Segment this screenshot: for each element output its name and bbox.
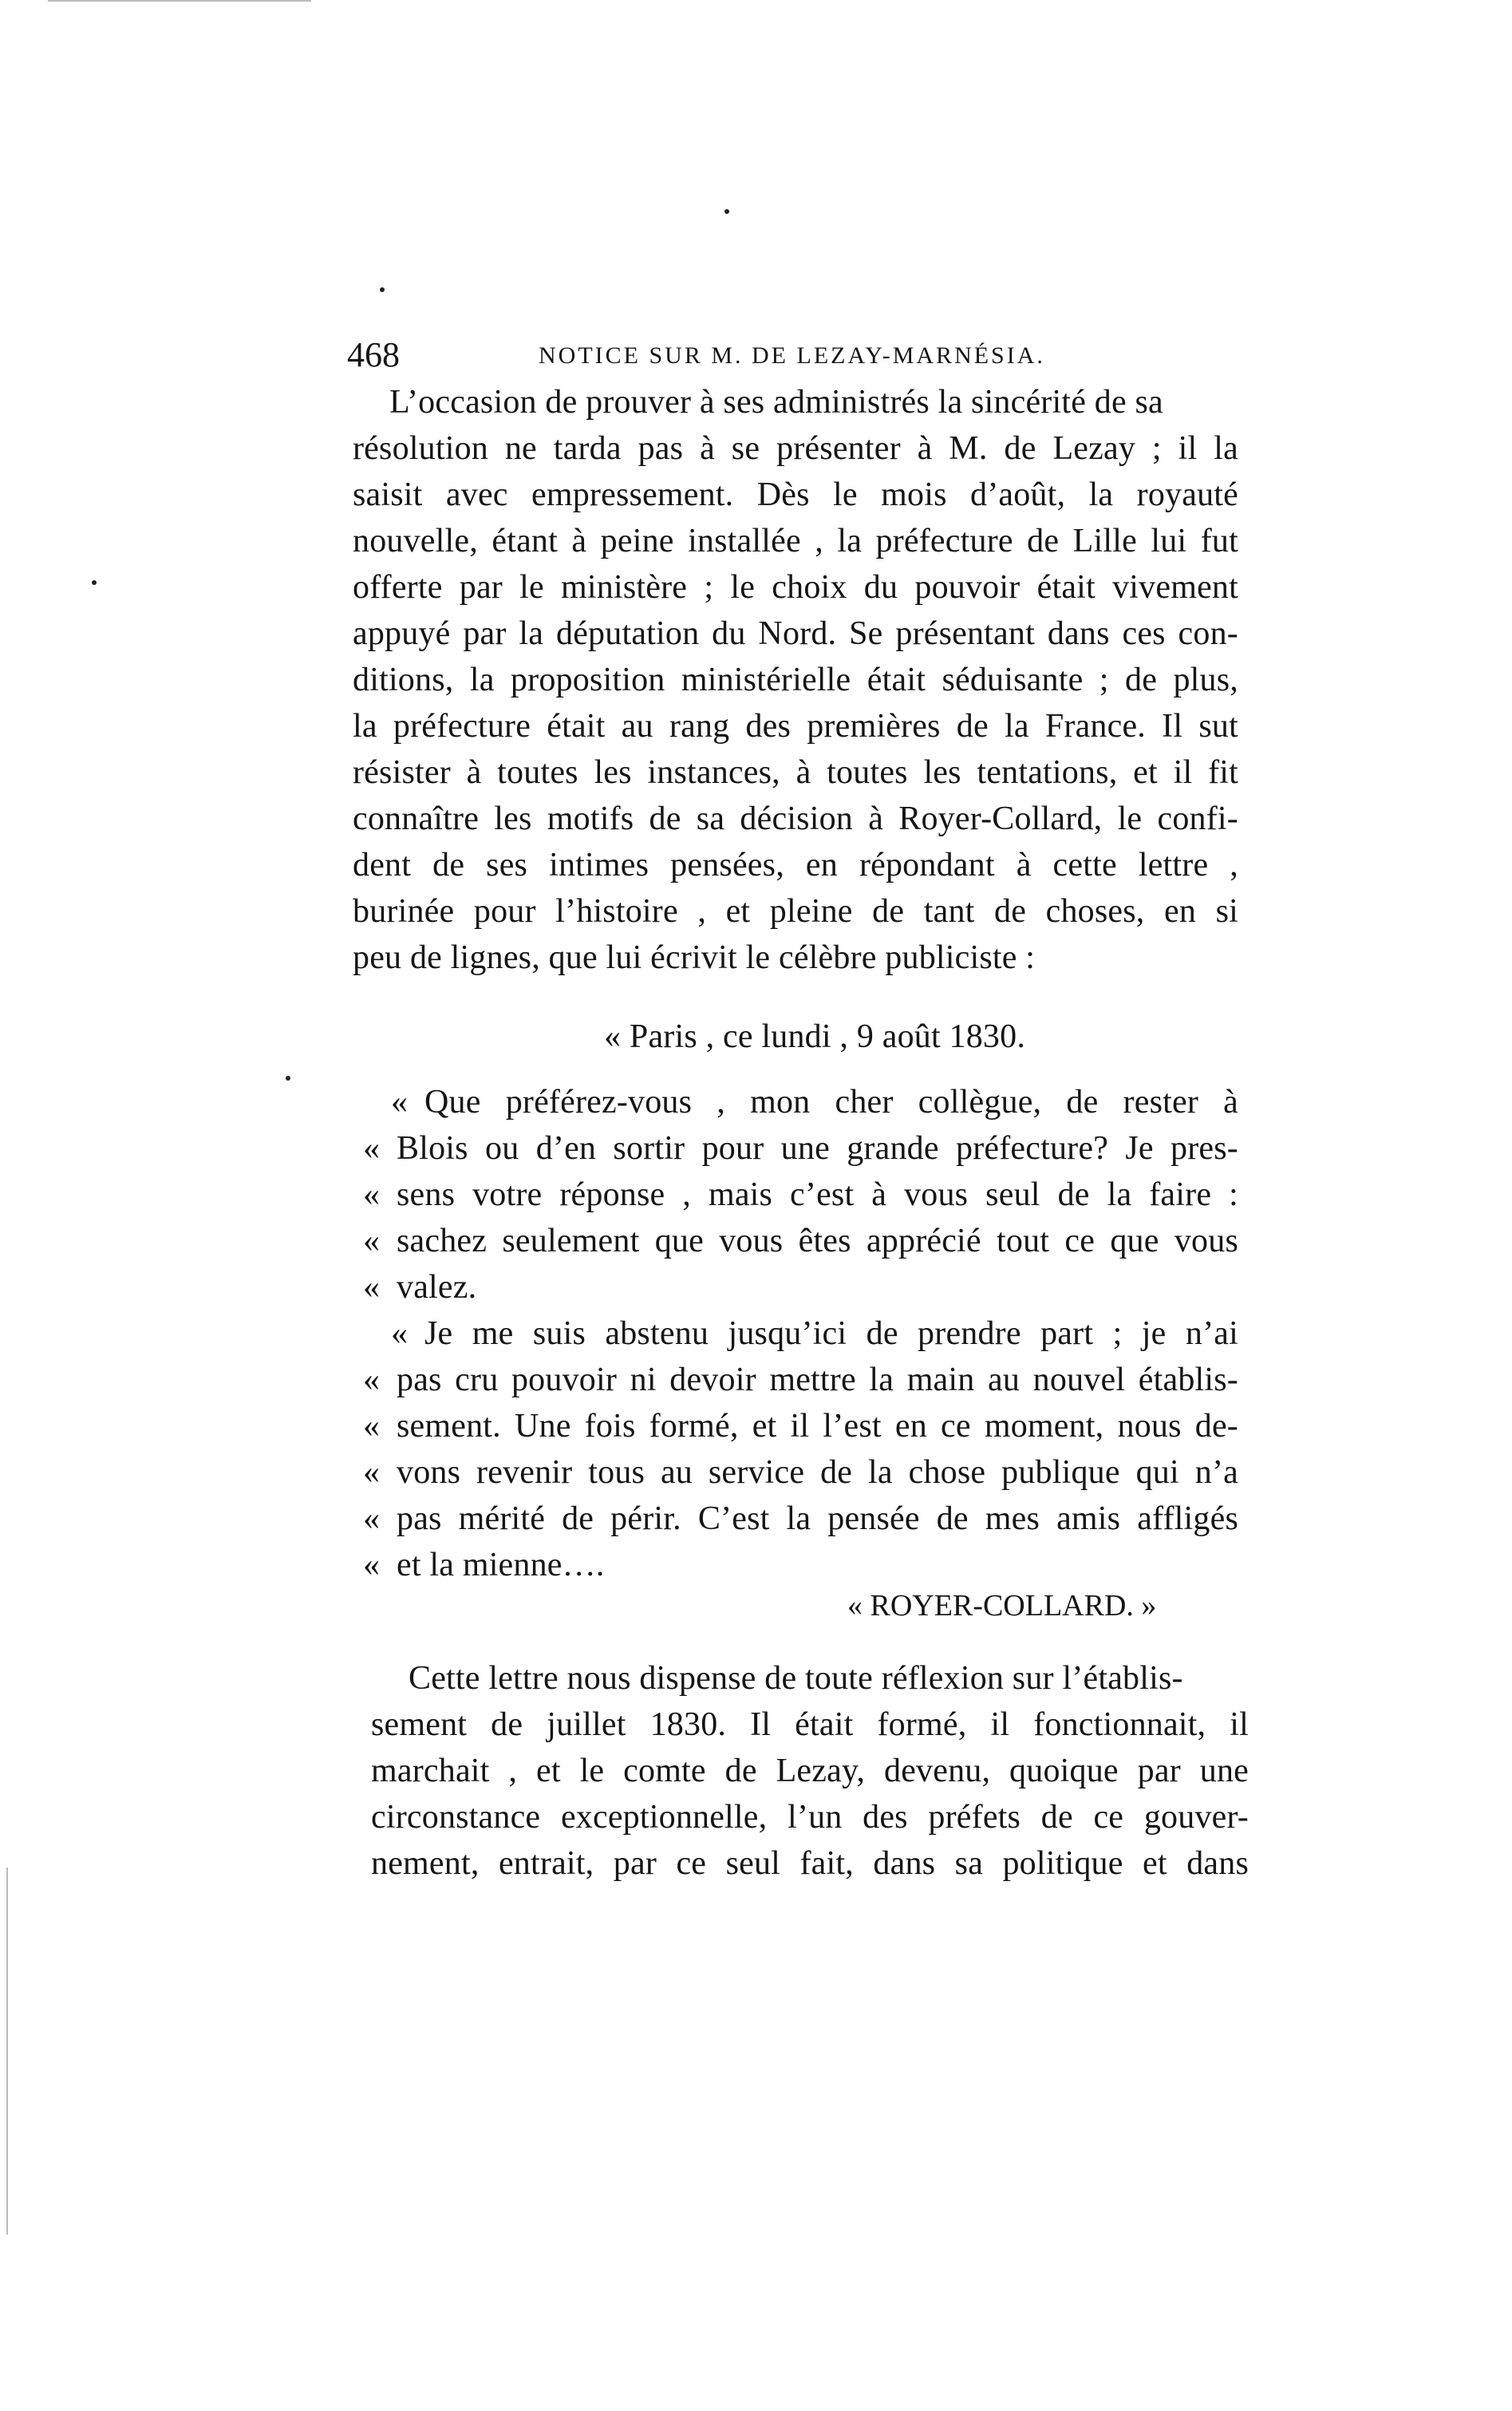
guillemet: « — [363, 1176, 381, 1213]
quoted-text: Je me suis abstenu jusqu’ici de prendre part ; je n’ai — [424, 1315, 1238, 1352]
text-line: circonstance exceptionnelle, l’un des préfets de ce gouver- — [371, 1799, 1249, 1836]
guillemet: « — [363, 1130, 381, 1167]
quoted-text: pas mérité de périr. C’est la pensée de mes amis affligés — [397, 1500, 1238, 1537]
quoted-line — [363, 1548, 1238, 1585]
scan-edge-mark — [48, 0, 311, 2]
quoted-text: Blois ou d’en sortir pour une grande préfecture? Je pres- — [397, 1130, 1238, 1167]
quoted-text: sement. Une fois formé, et il l’est en ce moment, nous de- — [397, 1408, 1238, 1445]
quoted-line — [391, 1317, 1238, 1354]
quoted-text: valez. — [397, 1269, 477, 1306]
text-line: ditions, la proposition ministérielle était séduisante ; de plus, — [353, 662, 1238, 698]
text-line: burinée pour l’histoire , et pleine de tant de choses, en si — [353, 893, 1238, 930]
letter-signature: « ROYER-COLLARD. » — [847, 1589, 1157, 1622]
quoted-line — [363, 1409, 1238, 1446]
quoted-text: vons revenir tous au service de la chose publique qui n’a — [397, 1454, 1238, 1491]
quoted-line — [363, 1502, 1238, 1539]
text-line: saisit avec empressement. Dès le mois d’août, la royauté — [353, 476, 1238, 513]
guillemet: « — [391, 1315, 409, 1352]
text-line: peu de lignes, que lui écrivit le célèbre publiciste : — [353, 939, 1036, 976]
quoted-line — [363, 1178, 1238, 1215]
scan-speck — [286, 1076, 290, 1081]
letter-dateline: « Paris , ce lundi , 9 août 1830. — [604, 1018, 1026, 1055]
guillemet: « — [363, 1500, 381, 1537]
text-line: résolution ne tarda pas à se présenter à M. de Lezay ; il la — [353, 430, 1238, 467]
scan-speck — [380, 287, 385, 292]
guillemet: « — [363, 1408, 381, 1445]
quoted-line — [391, 1085, 1238, 1122]
quoted-line — [363, 1456, 1238, 1492]
text-line: nement, entrait, par ce seul fait, dans sa politique et dans — [371, 1845, 1249, 1882]
quoted-text: et la mienne…. — [397, 1547, 605, 1583]
scan-edge-mark — [6, 1868, 8, 2235]
quoted-text: pas cru pouvoir ni devoir mettre la main au nouvel établis- — [397, 1362, 1238, 1398]
quoted-line — [363, 1132, 1238, 1168]
text-line: dent de ses intimes pensées, en répondant à cette lettre , — [353, 847, 1238, 883]
quoted-line — [363, 1224, 1238, 1261]
text-line: marchait , et le comte de Lezay, devenu, quoique par une — [371, 1753, 1249, 1789]
scan-speck — [724, 209, 729, 214]
text-line: L’occasion de prouver à ses administrés la sincérité de sa — [389, 384, 1163, 421]
text-line: la préfecture était au rang des premières de la France. Il sut — [353, 708, 1238, 745]
text-line: connaître les motifs de sa décision à Royer-Collard, le confi- — [353, 800, 1238, 837]
text-line: Cette lettre nous dispense de toute réflexion sur l’établis- — [409, 1660, 1183, 1697]
guillemet: « — [363, 1547, 381, 1583]
text-line: sement de juillet 1830. Il était formé, il fonctionnait, il — [371, 1706, 1249, 1743]
text-line: appuyé par la députation du Nord. Se présentant dans ces con- — [353, 615, 1238, 652]
quoted-line — [363, 1363, 1238, 1400]
quoted-line — [363, 1271, 1238, 1307]
page-number: 468 — [347, 335, 400, 374]
quoted-text: sens votre réponse , mais c’est à vous seul de la faire : — [397, 1176, 1238, 1213]
guillemet: « — [363, 1269, 381, 1306]
guillemet: « — [363, 1362, 381, 1398]
text-line: nouvelle, étant à peine installée , la préfecture de Lille lui fut — [353, 523, 1238, 559]
guillemet: « — [363, 1454, 381, 1491]
text-line: résister à toutes les instances, à toutes les tentations, et il fit — [353, 754, 1238, 791]
scan-speck — [92, 580, 97, 585]
text-line: offerte par le ministère ; le choix du pouvoir était vivement — [353, 569, 1238, 606]
guillemet: « — [363, 1223, 381, 1259]
running-title: NOTICE SUR M. DE LEZAY-MARNÉSIA. — [539, 342, 1045, 369]
quoted-text: sachez seulement que vous êtes apprécié tout ce que vous — [397, 1223, 1238, 1259]
quoted-text: Que préférez-vous , mon cher collègue, de rester à — [424, 1084, 1238, 1121]
guillemet: « — [391, 1084, 409, 1121]
